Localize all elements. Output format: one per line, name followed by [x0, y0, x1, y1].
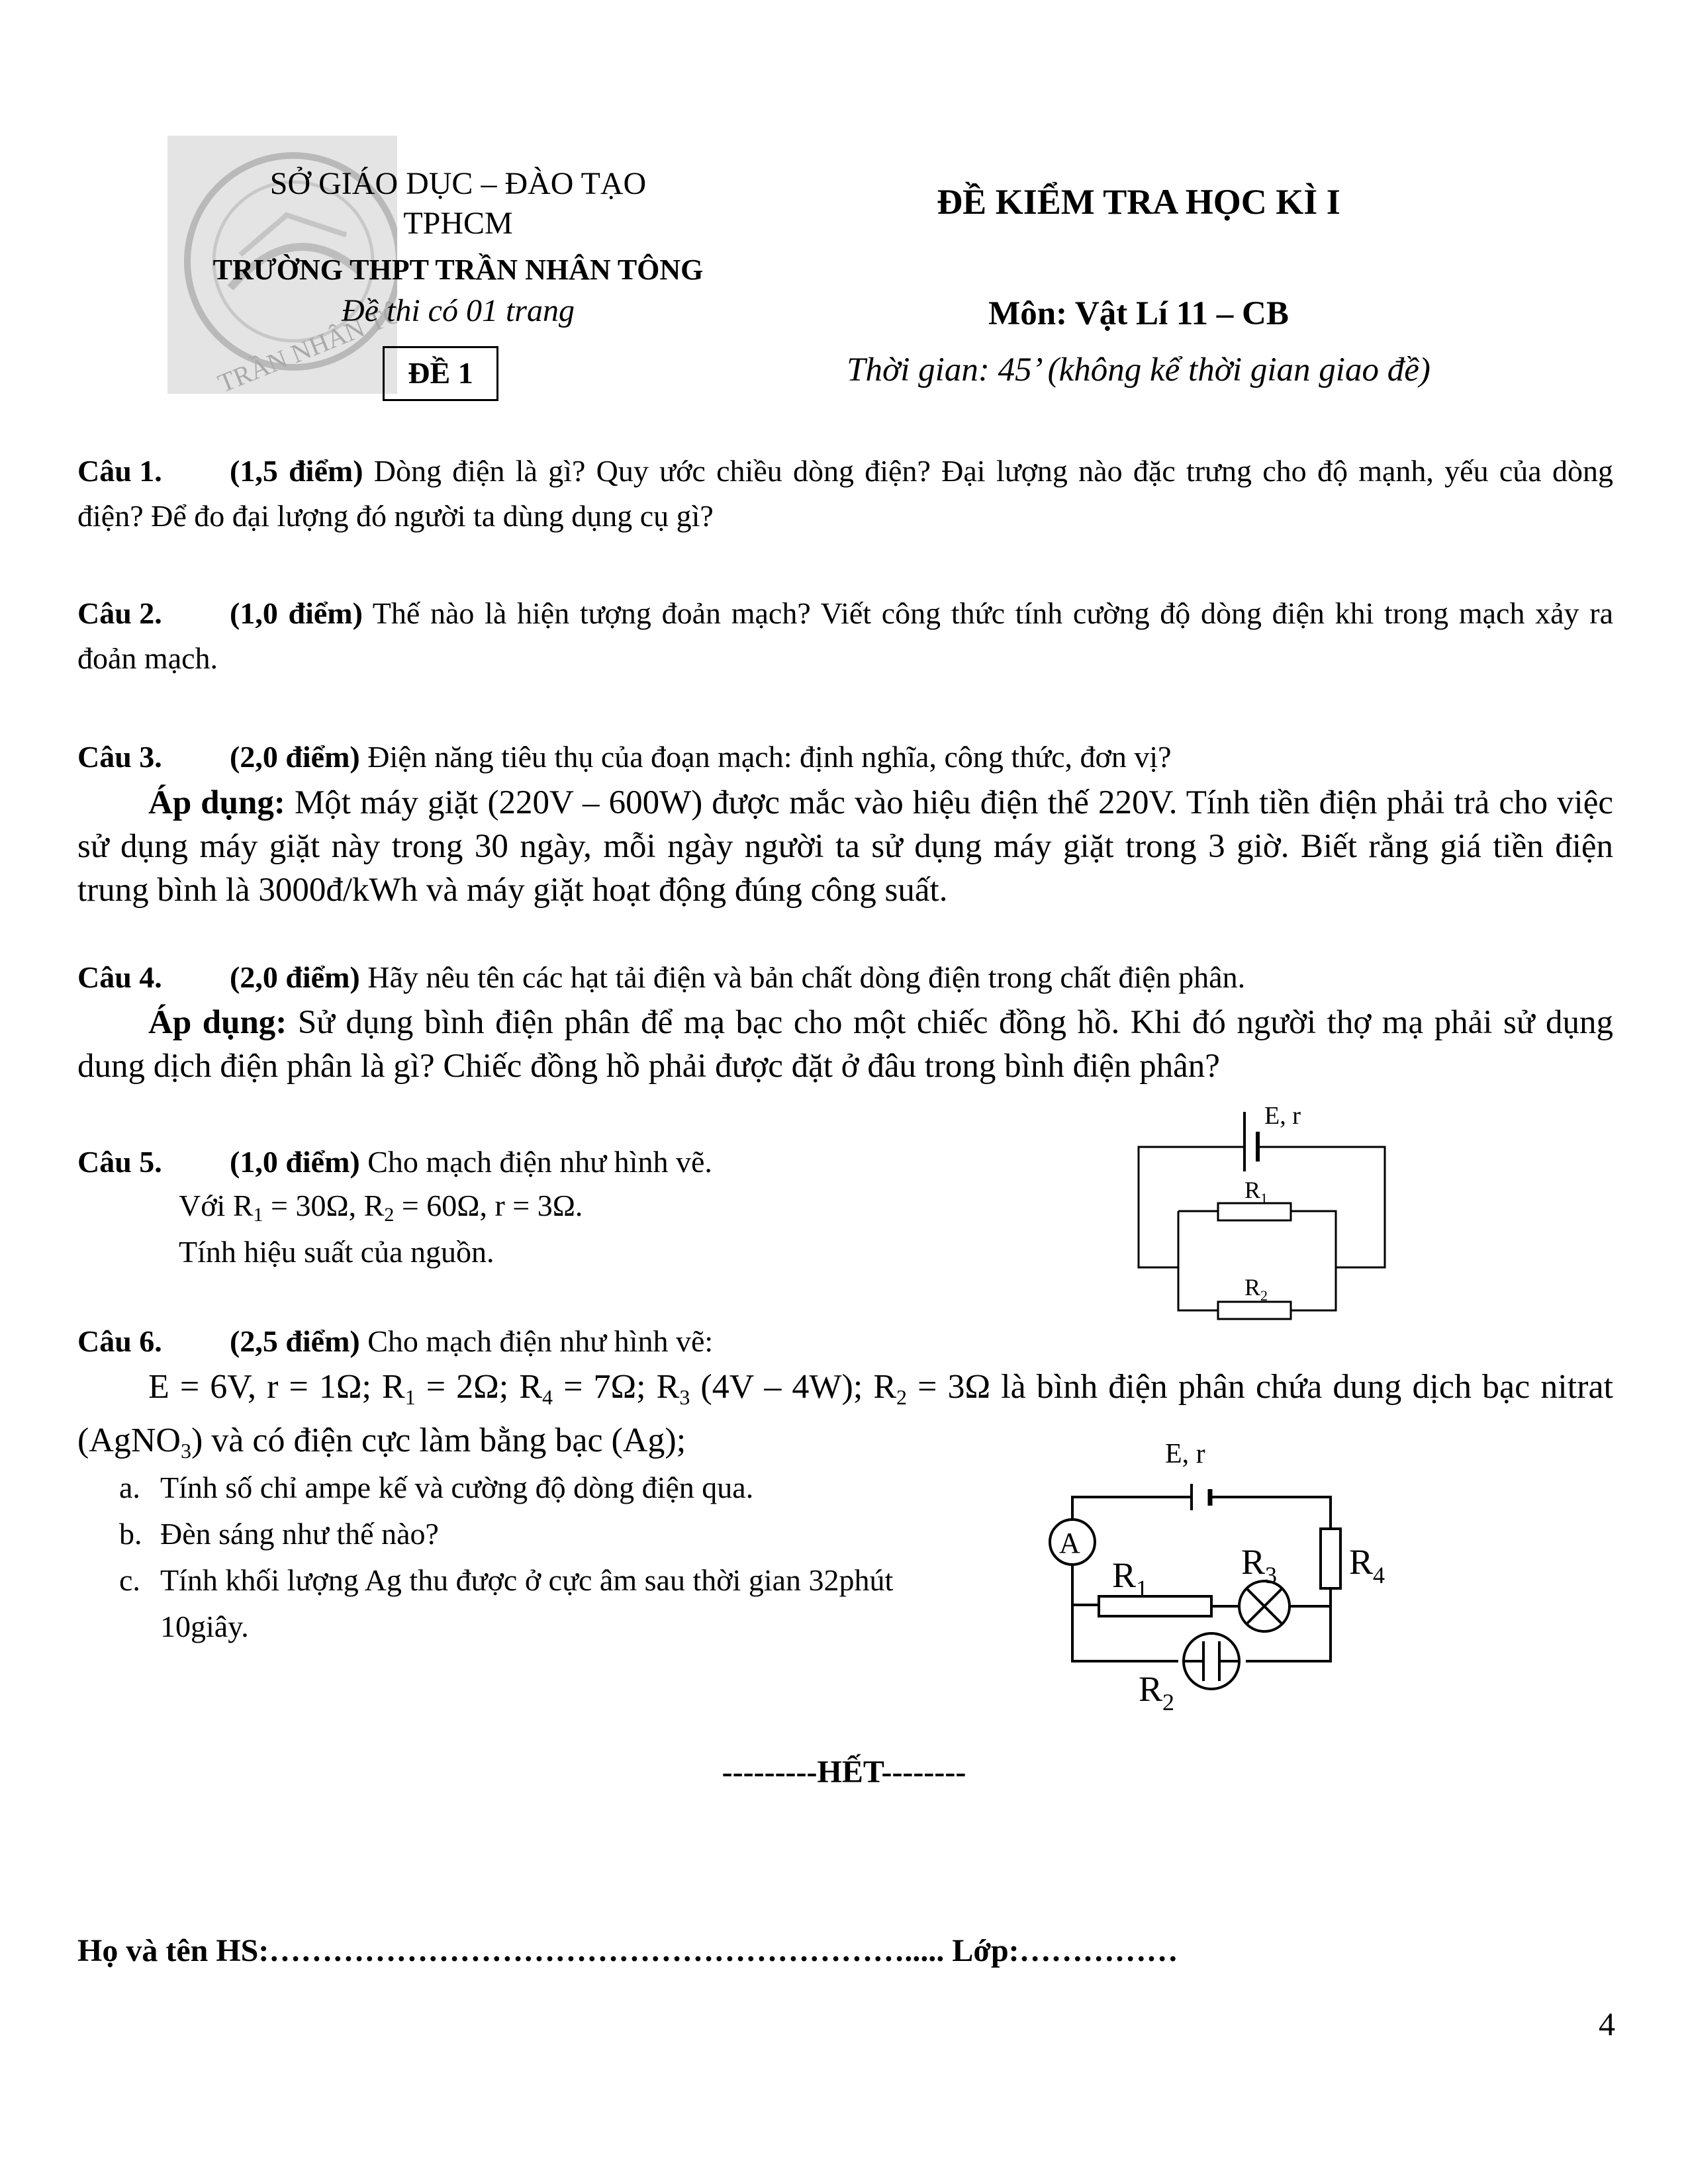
given-subscript: 1	[404, 1385, 416, 1409]
subitem-c	[119, 1561, 893, 1600]
r1-label: $R_1$	[1244, 1177, 1268, 1206]
wire-left	[1139, 1147, 1244, 1267]
resistor-r1	[1099, 1596, 1211, 1616]
given-text: E = 6V, r = 1Ω; R	[148, 1368, 405, 1406]
question-4	[77, 955, 1613, 1000]
wire-branch-right	[1291, 1211, 1336, 1310]
given-text: = 3Ω là bình điện phân chứa dung dịch bạc nitrat (AgNO	[77, 1368, 1613, 1459]
class-label: Lớp:	[952, 1933, 1019, 1968]
subitem-c-continued: 10giây.	[160, 1610, 249, 1643]
wire-branch-left	[1178, 1211, 1218, 1310]
question-text: Cho mạch điện như hình vẽ:	[359, 1324, 714, 1358]
question-label: Câu 2.	[77, 596, 162, 630]
question-label: Câu 1.	[77, 454, 162, 488]
given-subscript: 2	[896, 1385, 908, 1409]
wire-right	[1258, 1147, 1385, 1267]
question-2	[77, 591, 1613, 681]
subitem-text: Tính số chỉ ampe kế và cường độ dòng điện qua.	[160, 1471, 754, 1504]
subitem-a	[119, 1468, 753, 1508]
name-label: Họ và tên HS:	[77, 1933, 269, 1968]
r1-label: $R_1$	[1112, 1555, 1149, 1602]
question-points: (1,0 điểm)	[230, 596, 363, 630]
question-points: (1,5 điểm)	[230, 454, 363, 488]
wire-top-left	[1072, 1497, 1192, 1519]
department-city: TPHCM	[403, 206, 513, 241]
exam-title: ĐỀ KIỂM TRA HỌC KÌ I	[937, 182, 1340, 222]
question-3	[77, 735, 1613, 780]
question-3-application	[77, 781, 1613, 912]
subitem-marker: a.	[119, 1471, 140, 1504]
given-text: = 30Ω, R	[263, 1189, 385, 1222]
given-text: = 7Ω; R	[553, 1368, 680, 1406]
department-name: SỞ GIÁO DỤC – ĐÀO TẠO	[269, 166, 647, 201]
question-label: Câu 6.	[77, 1324, 162, 1358]
question-5-task: Tính hiệu suất của nguồn.	[179, 1235, 494, 1269]
resistor-r1	[1218, 1203, 1291, 1220]
source-label: E, r	[1264, 1102, 1301, 1130]
pages-note: Đề thi có 01 trang	[342, 293, 575, 328]
question-label: Câu 3.	[77, 740, 162, 774]
subject: Môn: Vật Lí 11 – CB	[988, 295, 1289, 332]
class-field[interactable]: ……………	[1019, 1933, 1178, 1968]
apply-label: Áp dụng:	[148, 1004, 287, 1041]
resistor-r2	[1218, 1302, 1291, 1319]
given-subscript: 4	[542, 1385, 553, 1409]
question-text: Dòng điện là gì? Quy ước chiều dòng điện? Đại lượng nào đặc trưng cho độ mạnh, yếu của dòng điện? Để đo đại lượng đó người ta dùng dụng cụ gì?	[77, 454, 1613, 533]
question-points: (2,0 điểm)	[230, 740, 360, 774]
question-label: Câu 4.	[77, 960, 162, 994]
end-marker: ---------HẾT--------	[722, 1754, 966, 1790]
question-4-application	[77, 1001, 1613, 1088]
r2-label: $R_2$	[1139, 1669, 1175, 1715]
r4-label: $R_4$	[1349, 1542, 1385, 1588]
subitem-text: Tính khối lượng Ag thu được ở cực âm sau thời gian 32phút	[160, 1563, 894, 1597]
given-subscript: 3	[679, 1385, 690, 1409]
r3-label: $R_3$	[1241, 1542, 1278, 1588]
student-info-line	[77, 1931, 1600, 1971]
given-subscript: 3	[180, 1439, 191, 1463]
wire-top-right	[1210, 1497, 1331, 1529]
seal-text: TRẦN NHÂN TÔNG	[213, 283, 397, 394]
resistor-r4	[1321, 1529, 1340, 1588]
subitem-marker: c.	[119, 1563, 140, 1597]
name-field[interactable]: …………………………………………………….....	[269, 1933, 945, 1968]
question-1	[77, 449, 1613, 539]
question-text: Cho mạch điện như hình vẽ.	[359, 1145, 712, 1179]
given-subscript: 2	[384, 1204, 395, 1226]
question-points: (2,0 điểm)	[230, 960, 360, 994]
r2-label: $R_2$	[1244, 1274, 1268, 1304]
circuit-diagram-q6	[1033, 1423, 1417, 1727]
given-text: = 2Ω; R	[415, 1368, 543, 1406]
question-text: Thế nào là hiện tượng đoản mạch? Viết công thức tính cường độ dòng điện khi trong mạch xảy ra đoản mạch.	[77, 596, 1613, 675]
apply-text: Một máy giặt (220V – 600W) được mắc vào hiệu điện thế 220V. Tính tiền điện phải trả cho việc sử dụng máy giặt này trong 30 ngày, mỗi ngày người ta sử dụng máy giặt trong 3 giờ. Biết rằng giá tiền điện trung bình là 3000đ/kWh và máy giặt hoạt động đúng công suất.	[77, 784, 1613, 909]
question-5-given	[179, 1186, 583, 1235]
question-label: Câu 5.	[77, 1145, 162, 1179]
question-6	[77, 1319, 1613, 1364]
time-allowed: Thời gian: 45’ (không kể thời gian giao đề)	[847, 351, 1430, 388]
given-text: ) và có điện cực làm bằng bạc (Ag);	[191, 1422, 686, 1459]
school-name: TRƯỜNG THPT TRẦN NHÂN TÔNG	[212, 253, 704, 286]
page-number: 4	[1599, 2005, 1615, 2042]
question-5	[77, 1140, 1070, 1185]
given-text: (4V – 4W); R	[690, 1368, 897, 1406]
source-label: E, r	[1165, 1439, 1205, 1469]
question-text: Hãy nêu tên các hạt tải điện và bản chất dòng điện trong chất điện phân.	[359, 960, 1246, 994]
circuit-diagram-q5	[1125, 1092, 1403, 1324]
apply-text: Sử dụng bình điện phân để mạ bạc cho một chiếc đồng hồ. Khi đó người thợ mạ phải sử dụng dung dịch điện phân là gì? Chiếc đồng hồ phải được đặt ở đâu trong bình điện phân?	[77, 1004, 1613, 1085]
question-points: (2,5 điểm)	[230, 1324, 360, 1358]
given-text: = 60Ω, r = 3Ω.	[394, 1189, 583, 1222]
ammeter-label: A	[1059, 1527, 1080, 1559]
question-points: (1,0 điểm)	[230, 1145, 360, 1179]
apply-label: Áp dụng:	[148, 784, 285, 821]
given-subscript: 1	[253, 1204, 263, 1226]
subitem-marker: b.	[119, 1517, 142, 1551]
exam-code-box: ĐỀ 1	[383, 346, 498, 401]
subitem-text: Đèn sáng như thế nào?	[160, 1517, 439, 1551]
question-text: Điện năng tiêu thụ của đoạn mạch: định nghĩa, công thức, đơn vị?	[359, 740, 1172, 774]
subitem-b	[119, 1514, 439, 1554]
given-text: Với R	[179, 1189, 254, 1222]
